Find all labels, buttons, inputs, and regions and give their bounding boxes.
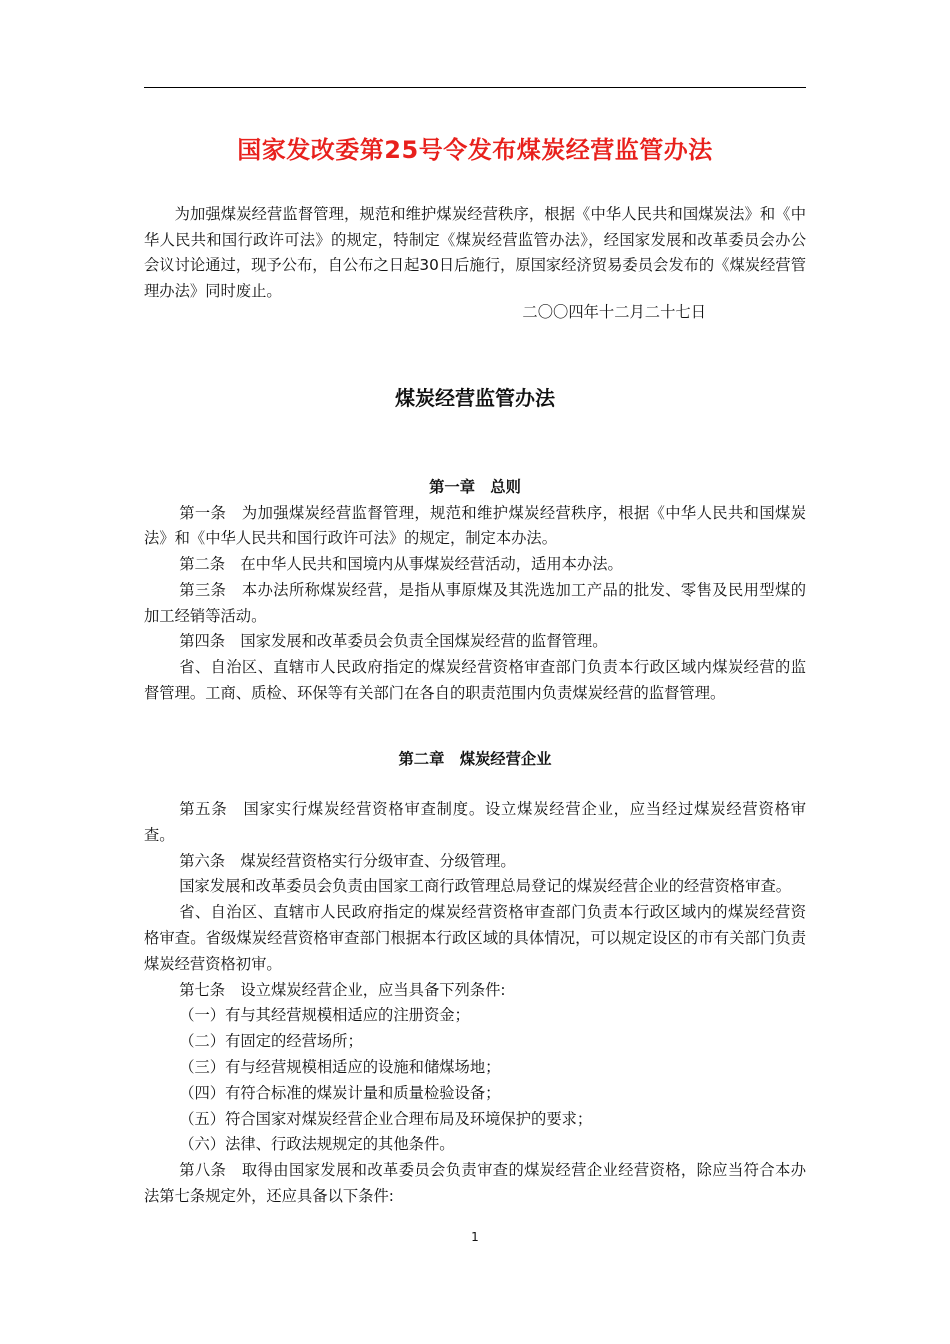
chapter-2-heading-block — [144, 747, 806, 773]
article-6-clause-3: 省、自治区、直辖市人民政府指定的煤炭经营资格审查部门负责本行政区域内的煤炭经营资格审查。省级煤炭经营资格审查部门根据本行政区域的具体情况，可以规定设区的市有关部门负责煤炭经营资格初审。 — [144, 903, 806, 973]
chapter-2-heading: 第二章 煤炭经营企业 — [398, 750, 552, 768]
main-title: 国家发改委第25号令发布煤炭经营监管办法 — [237, 136, 713, 164]
article-7-item-5: （五）符合国家对煤炭经营企业合理布局及环境保护的要求； — [179, 1109, 593, 1128]
chapter-1 — [144, 475, 806, 707]
article-4-clause-2: 省、自治区、直辖市人民政府指定的煤炭经营资格审查部门负责本行政区域内煤炭经营的监督管理。工商、质检、环保等有关部门在各自的职责范围内负责煤炭经营的监督管理。 — [144, 658, 806, 703]
article-7-item-3: （三）有与经营规模相适应的设施和储煤场地； — [179, 1057, 501, 1076]
chapter-1-heading: 第一章 总则 — [429, 478, 521, 496]
issue-date: 二〇〇四年十二月二十七日 — [522, 303, 706, 321]
article-7-item-4: （四）有符合标准的煤炭计量和质量检验设备； — [179, 1083, 501, 1102]
article-6: 第六条 煤炭经营资格实行分级审查、分级管理。 — [179, 851, 516, 870]
chapter-2 — [144, 797, 806, 1210]
article-7-item-1: （一）有与其经营规模相适应的注册资金； — [179, 1006, 470, 1025]
article-1: 第一条 为加强煤炭经营监督管理，规范和维护煤炭经营秩序，根据《中华人民共和国煤炭法》和《中华人民共和国行政许可法》的规定，制定本办法。 — [144, 503, 806, 548]
regulation-title: 煤炭经营监管办法 — [395, 386, 555, 410]
header-rule — [144, 87, 806, 88]
page-number: 1 — [471, 1230, 479, 1244]
article-6-clause-2: 国家发展和改革委员会负责由国家工商行政管理总局登记的煤炭经营企业的经营资格审查。 — [179, 877, 792, 896]
article-3: 第三条 本办法所称煤炭经营，是指从事原煤及其洗选加工产品的批发、零售及民用型煤的加工经销等活动。 — [144, 580, 806, 625]
article-2: 第二条 在中华人民共和国境内从事煤炭经营活动，适用本办法。 — [179, 555, 623, 574]
preface-paragraph: 为加强煤炭经营监督管理，规范和维护煤炭经营秩序，根据《中华人民共和国煤炭法》和《中华人民共和国行政许可法》的规定，特制定《煤炭经营监管办法》，经国家发展和改革委员会办公会议讨论通过，现予公布，自公布之日起30日后施行，原国家经济贸易委员会发布的《煤炭经营管理办法》同时废止。 — [144, 205, 806, 300]
article-7-item-6: （六）法律、行政法规规定的其他条件。 — [179, 1135, 455, 1154]
article-7-item-2: （二）有固定的经营场所； — [179, 1032, 363, 1051]
article-5: 第五条 国家实行煤炭经营资格审查制度。设立煤炭经营企业，应当经过煤炭经营资格审查。 — [144, 800, 806, 844]
article-7: 第七条 设立煤炭经营企业，应当具备下列条件: — [179, 980, 506, 999]
article-8: 第八条 取得由国家发展和改革委员会负责审查的煤炭经营企业经营资格，除应当符合本办法第七条规定外，还应具备以下条件: — [144, 1161, 806, 1205]
article-4: 第四条 国家发展和改革委员会负责全国煤炭经营的监督管理。 — [179, 632, 608, 651]
